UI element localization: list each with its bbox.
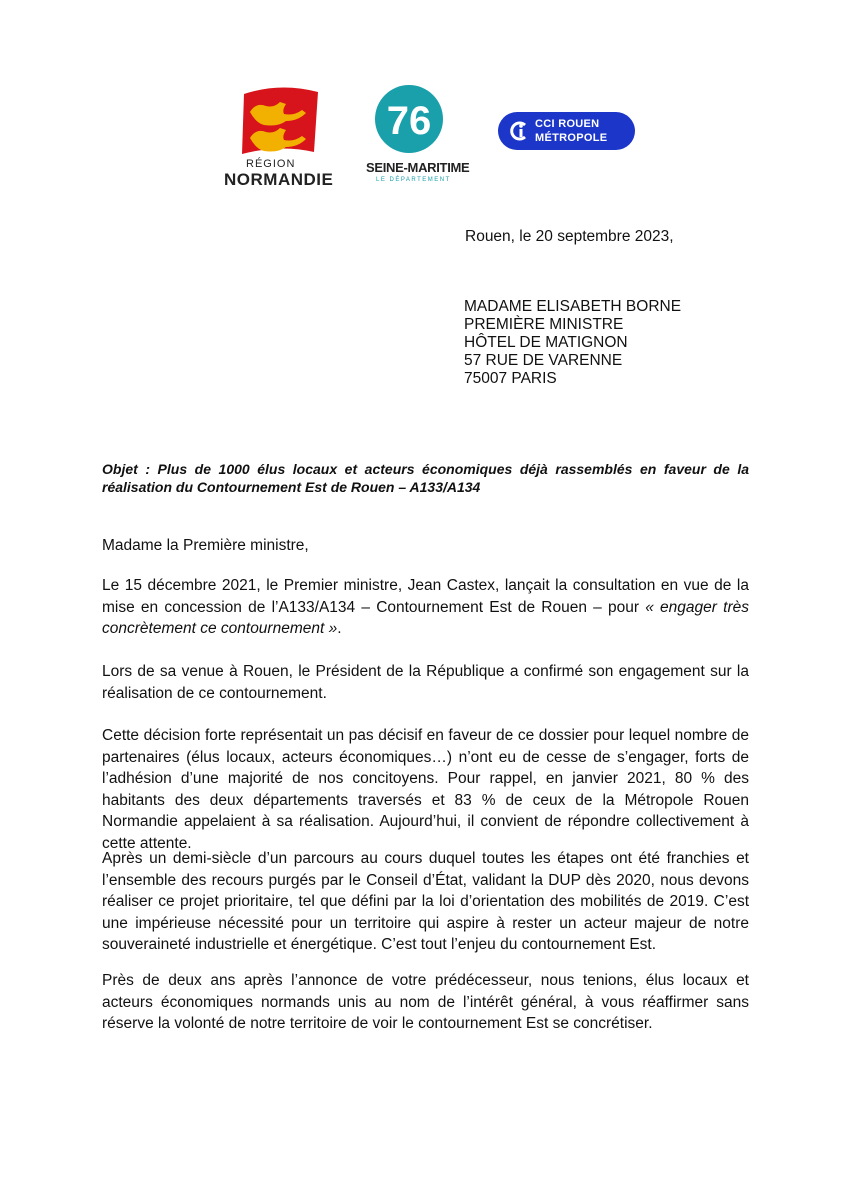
seine-maritime-logo [366, 84, 470, 184]
seine-maritime-label: SEINE-MARITIME [366, 160, 470, 175]
cci-emblem-icon [508, 120, 530, 142]
body-paragraph-4: Après un demi-siècle d’un parcours au cours duquel toutes les étapes ont été franchies et l’ensemble des recours purgés par le Conseil d’État, validant la DUP dès 2020, nous devons réaliser ce projet prioritaire, tel que défini par la loi d’orientation des mobilités de 2019. C’est une impérieuse nécessité pour un territoire qui aspire à rester un acteur majeur de notre souveraineté industrielle et énergétique. C’est tout l’enjeu du contournement Est. [102, 850, 749, 953]
cci-rouen-logo [498, 112, 635, 150]
body-paragraph-2: Lors de sa venue à Rouen, le Président de la République a confirmé son engagement sur la réalisation de ce contournement. [102, 663, 749, 702]
region-label: RÉGION [246, 158, 296, 170]
body-paragraph-5: Près de deux ans après l’annonce de votre prédécesseur, nous tenions, élus locaux et acteurs économiques normands unis au nom de l’intérêt général, à vous réaffirmer sans réserve la volonté de notre territoire de voir le contournement Est se concrétiser. [102, 972, 749, 1032]
paragraph-end: . [337, 620, 342, 637]
cci-line-2: MÉTROPOLE [535, 132, 608, 144]
recipient-address [464, 298, 681, 388]
region-normandie-logo [224, 86, 340, 189]
recipient-line: HÔTEL DE MATIGNON [464, 334, 628, 351]
normandy-flag-icon [240, 86, 320, 158]
department-number: 76 [386, 99, 432, 143]
body-paragraph-3: Cette décision forte représentait un pas décisif en faveur de ce dossier pour lequel nombre de partenaires (élus locaux, acteurs économiques…) n’ont eu de cesse de s’engager, forts de l’adhésion d’une majorité de nos concitoyens. Pour rappel, en janvier 2021, 80 % des habitants des deux départements traversés et 83 % de ceux de la Métropole Rouen Normandie appelaient à sa réalisation. Aujourd’hui, il convient de répondre collectivement à cette attente. [102, 727, 749, 852]
quoted-text: « engager très concrètement ce contournement » [102, 598, 749, 637]
cci-line-1: CCI ROUEN [535, 118, 600, 130]
normandie-label: NORMANDIE [224, 170, 334, 189]
letter-date: Rouen, le 20 septembre 2023, [465, 228, 674, 245]
le-departement-label: LE DÉPARTEMENT [376, 177, 451, 183]
department-76-emblem-icon [374, 84, 444, 154]
recipient-line: 57 RUE DE VARENNE [464, 352, 623, 369]
body-paragraph-1 [102, 575, 749, 640]
letter-subject: Objet : Plus de 1000 élus locaux et acteurs économiques déjà rassemblés en faveur de la réalisation du Contournement Est de Rouen – A133/A134 [102, 461, 749, 495]
recipient-line: 75007 PARIS [464, 370, 557, 387]
recipient-line: MADAME ELISABETH BORNE [464, 298, 682, 315]
paragraph-text: Le 15 décembre 2021, le Premier ministre, Jean Castex, lançait la consultation en vue de la mise en concession de l’A133/A134 – Contournement Est de Rouen – pour [102, 577, 749, 616]
salutation: Madame la Première ministre, [102, 537, 309, 554]
recipient-line: PREMIÈRE MINISTRE [464, 316, 624, 333]
